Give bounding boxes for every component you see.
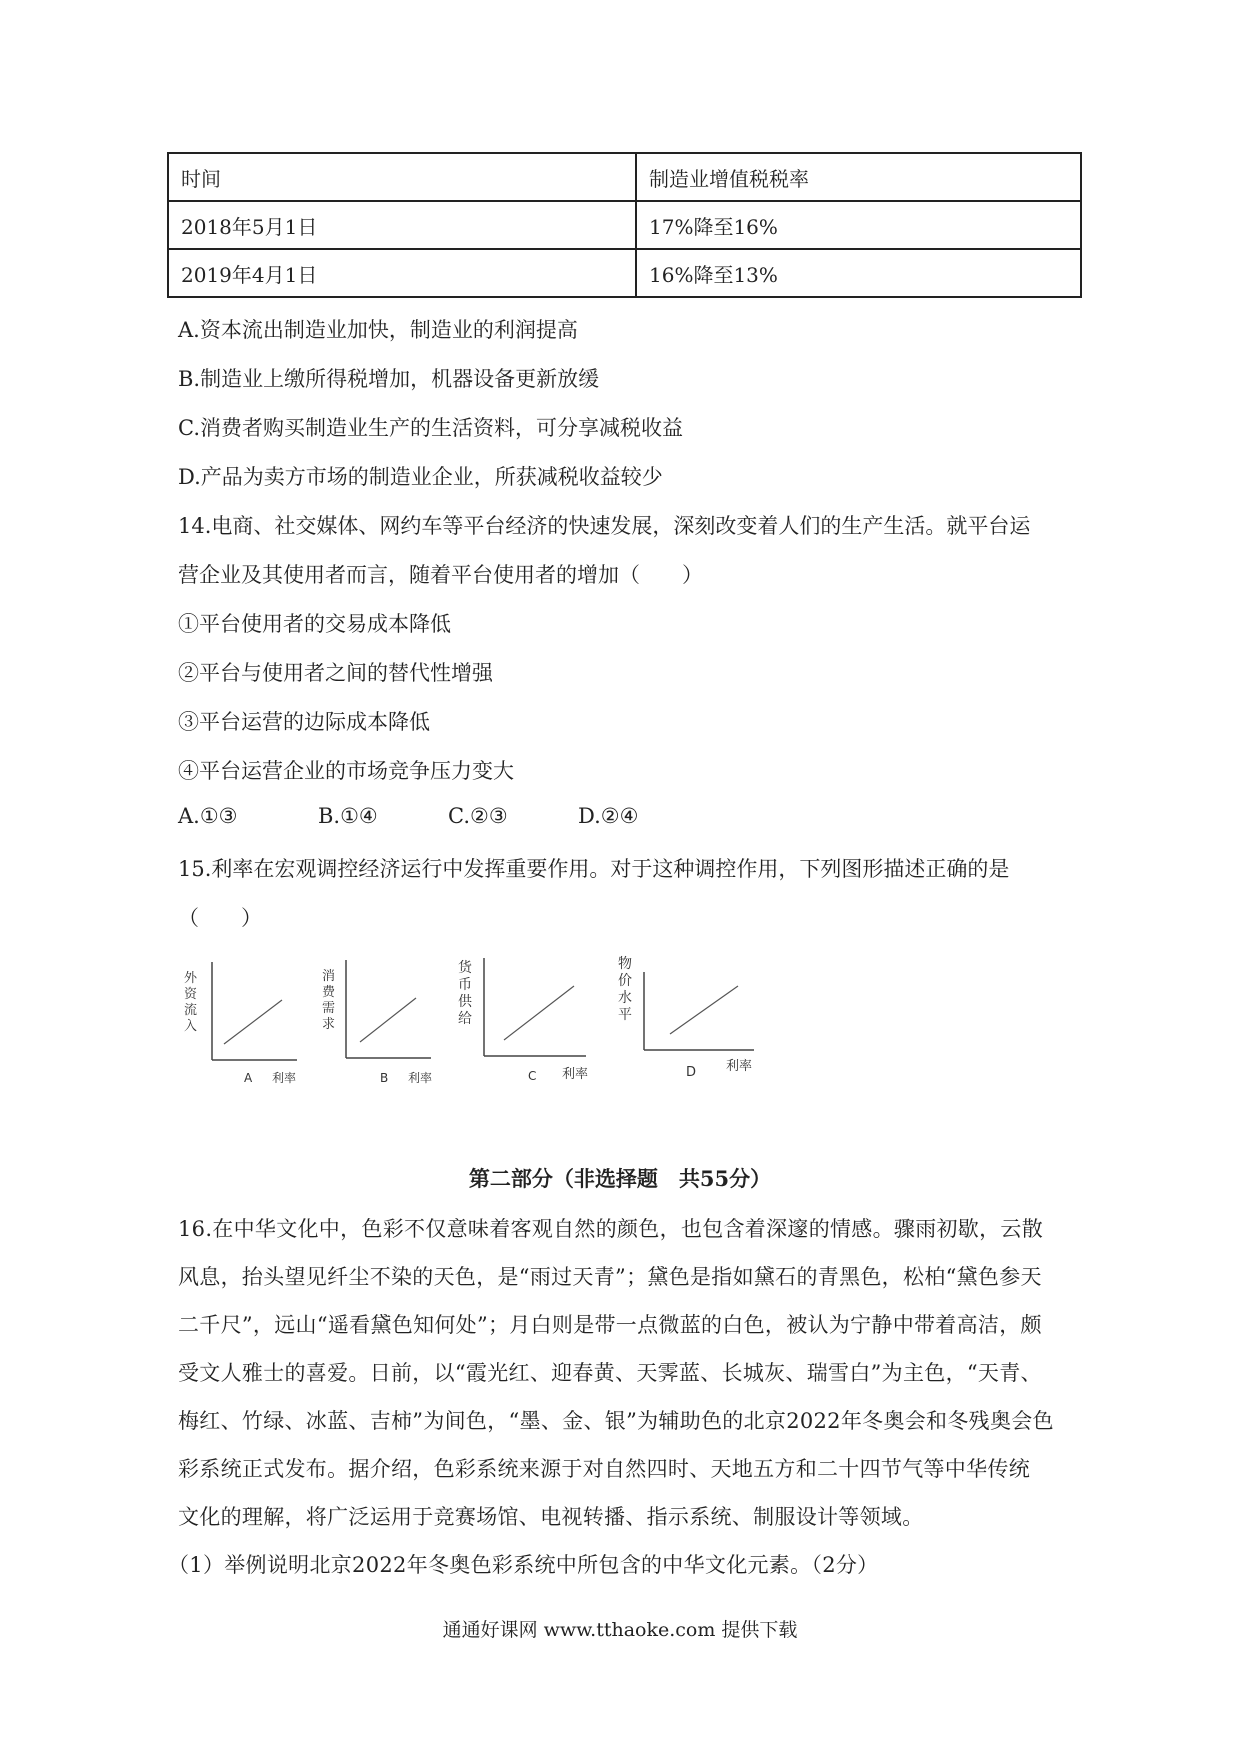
graph-ylabel-2: 价: [618, 973, 632, 989]
graph-ylabel-1: 外: [184, 971, 198, 986]
table-cell: 2019年4月1日: [168, 249, 636, 297]
trend-line: [360, 998, 416, 1042]
q15-graph-c: [456, 958, 596, 1098]
table-cell: 时间: [168, 153, 636, 201]
q16-line-7: 文化的理解，将广泛运用于竞赛场馆、电视转播、指示系统、制服设计等领域。: [178, 1505, 924, 1529]
graph-letter: B: [380, 1071, 389, 1085]
q16-subquestion-1: （1）举例说明北京2022年冬奥色彩系统中所包含的中华文化元素。（2分）: [168, 1553, 879, 1577]
graph-letter: A: [244, 1071, 253, 1085]
q14-stem-line2: 营企业及其使用者而言，随着平台使用者的增加（ ）: [178, 563, 703, 587]
graph-letter: D: [686, 1065, 697, 1080]
section-title: 第二部分（非选择题 共55分）: [468, 1166, 772, 1191]
table-row: [168, 249, 1081, 297]
trend-line: [670, 986, 738, 1034]
q15-stem-line1: 15.利率在宏观调控经济运行中发挥重要作用。对于这种调控作用，下列图形描述正确的是: [178, 857, 1010, 881]
q16-line-5: 梅红、竹绿、冰蓝、吉柿”为间色，“墨、金、银”为辅助色的北京2022年冬奥会和冬残奥会色: [178, 1409, 1054, 1433]
graph-xlabel: 利率: [562, 1067, 589, 1082]
q13-option-d: D.产品为卖方市场的制造业企业，所获减税收益较少: [178, 465, 663, 489]
q15-graph-a: [182, 952, 322, 1092]
graph-ylabel-4: 入: [184, 1019, 198, 1034]
q16-line-4: 受文人雅士的喜爱。日前，以“霞光红、迎春黄、天霁蓝、长城灰、瑞雪白”为主色，“天青、: [178, 1361, 1042, 1385]
trend-line: [224, 1000, 282, 1044]
graph-ylabel-4: 给: [458, 1011, 472, 1027]
q16-line-2: 风息，抬头望见纤尘不染的天色，是“雨过天青”；黛色是指如黛石的青黑色，松柏“黛色参天: [178, 1265, 1042, 1289]
table-header-row: [168, 153, 1081, 201]
q13-option-c: C.消费者购买制造业生产的生活资料，可分享减税收益: [178, 416, 683, 440]
graph-ylabel-3: 流: [184, 1003, 198, 1018]
graph-xlabel: 利率: [726, 1059, 753, 1074]
graph-letter: C: [528, 1069, 537, 1083]
table-cell: 制造业增值税税率: [636, 153, 1081, 201]
graph-ylabel-2: 资: [184, 987, 198, 1002]
graph-ylabel-1: 消: [322, 969, 336, 984]
table-cell: 2018年5月1日: [168, 201, 636, 249]
q15-graph-b: [316, 952, 456, 1092]
graph-xlabel: 利率: [272, 1071, 297, 1085]
graph-ylabel-1: 物: [618, 956, 632, 972]
q15-stem-line2: （ ）: [178, 906, 262, 930]
q14-choice-c: C.②③: [448, 804, 508, 828]
table-row: [168, 201, 1081, 249]
q14-stem-line1: 14.电商、社交媒体、网约车等平台经济的快速发展，深刻改变着人们的生产生活。就平台运: [178, 514, 1031, 538]
q14-statement-2: ②平台与使用者之间的替代性增强: [178, 661, 493, 685]
q14-statement-1: ①平台使用者的交易成本降低: [178, 612, 451, 636]
q14-statement-4: ④平台运营企业的市场竞争压力变大: [178, 759, 514, 783]
q15-graph-d: [614, 954, 774, 1094]
table-cell: 17%降至16%: [636, 201, 1081, 249]
q14-choice-d: D.②④: [578, 804, 639, 828]
graph-ylabel-2: 费: [322, 985, 336, 1000]
q14-choices: [178, 804, 638, 828]
graph-ylabel-3: 水: [618, 990, 632, 1006]
graph-ylabel-2: 币: [458, 977, 472, 993]
q13-option-a: A.资本流出制造业加快，制造业的利润提高: [178, 318, 578, 342]
q14-choice-b: B.①④: [318, 804, 378, 828]
table-cell: 16%降至13%: [636, 249, 1081, 297]
graph-ylabel-4: 平: [618, 1007, 632, 1023]
q16-line-6: 彩系统正式发布。据介绍，色彩系统来源于对自然四时、天地五方和二十四节气等中华传统: [178, 1457, 1030, 1481]
graph-ylabel-3: 需: [322, 1001, 336, 1016]
q14-statement-3: ③平台运营的边际成本降低: [178, 710, 430, 734]
q16-line-3: 二千尺”，远山“遥看黛色知何处”；月白则是带一点微蓝的白色，被认为宁静中带着高洁，颇: [178, 1313, 1042, 1337]
tax-rate-table: [167, 152, 1082, 298]
q16-line-1: 16.在中华文化中，色彩不仅意味着客观自然的颜色，也包含着深邃的情感。骤雨初歇，云散: [178, 1217, 1043, 1241]
graph-ylabel-1: 货: [458, 960, 472, 976]
graph-ylabel-3: 供: [458, 994, 472, 1010]
graph-xlabel: 利率: [408, 1071, 433, 1085]
graph-ylabel-4: 求: [322, 1017, 336, 1032]
footer-credit: 通通好课网 www.tthaoke.com 提供下载: [442, 1619, 798, 1641]
trend-line: [504, 986, 574, 1040]
q14-choice-a: A.①③: [178, 804, 238, 828]
q13-option-b: B.制造业上缴所得税增加，机器设备更新放缓: [178, 367, 600, 391]
